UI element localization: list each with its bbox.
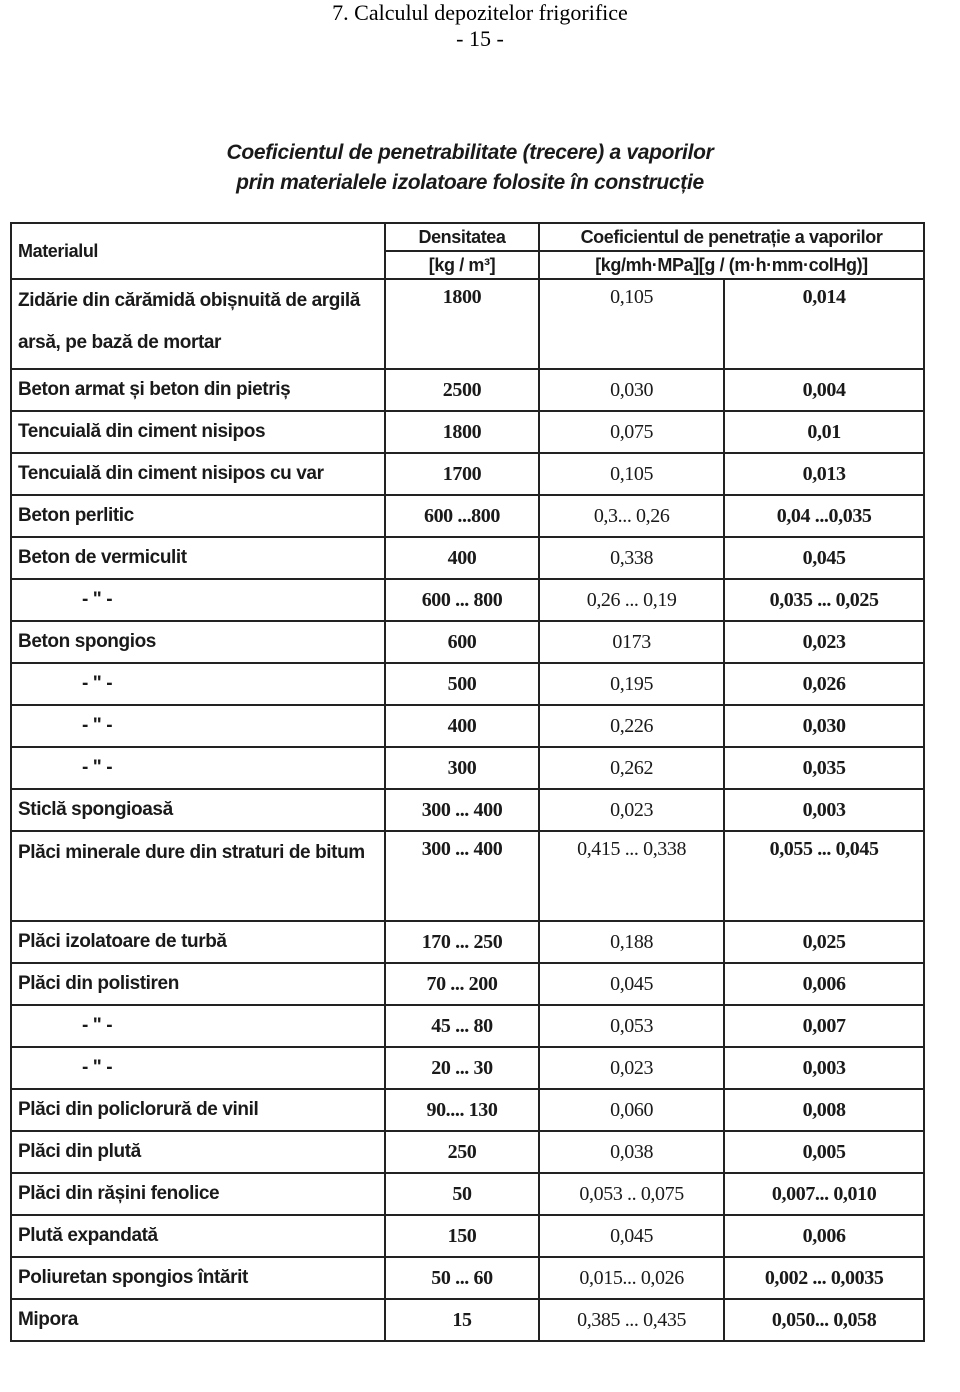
cell-density: 90.... 130 xyxy=(385,1089,539,1131)
cell-coef-kg: 0,226 xyxy=(539,705,724,747)
cell-density: 70 ... 200 xyxy=(385,963,539,1005)
cell-coef-kg: 0,105 xyxy=(539,279,724,369)
cell-coef-kg: 0,045 xyxy=(539,963,724,1005)
table-row xyxy=(11,1047,924,1089)
table-row xyxy=(11,1257,924,1299)
table-row xyxy=(11,579,924,621)
table-row xyxy=(11,1089,924,1131)
table-title xyxy=(170,138,770,198)
cell-material: - " - xyxy=(11,747,385,789)
header-coefficient: Coeficientul de penetrație a vaporilor xyxy=(539,223,924,251)
cell-density: 500 xyxy=(385,663,539,705)
cell-material: Beton de vermiculit xyxy=(11,537,385,579)
cell-coef-kg: 0,053 .. 0,075 xyxy=(539,1173,724,1215)
cell-density: 250 xyxy=(385,1131,539,1173)
cell-material: Plăci din polistiren xyxy=(11,963,385,1005)
cell-material: - " - xyxy=(11,705,385,747)
cell-coef-kg: 0,023 xyxy=(539,789,724,831)
cell-coef-kg: 0,3... 0,26 xyxy=(539,495,724,537)
cell-coef-kg: 0,038 xyxy=(539,1131,724,1173)
cell-coef-g: 0,007... 0,010 xyxy=(724,1173,924,1215)
cell-coef-g: 0,025 xyxy=(724,921,924,963)
cell-coef-g: 0,035 ... 0,025 xyxy=(724,579,924,621)
cell-material: Zidărie din cărămidă obișnuită de argilă arsă, pe bază de mortar xyxy=(11,279,385,369)
cell-density: 600 xyxy=(385,621,539,663)
cell-coef-g: 0,002 ... 0,0035 xyxy=(724,1257,924,1299)
cell-density: 400 xyxy=(385,705,539,747)
chapter-title: 7. Calculul depozitelor frigorifice xyxy=(332,0,628,25)
header-material: Materialul xyxy=(11,223,385,279)
table-row xyxy=(11,1005,924,1047)
cell-material: Beton armat și beton din pietriș xyxy=(11,369,385,411)
cell-coef-g: 0,007 xyxy=(724,1005,924,1047)
cell-coef-kg: 0,415 ... 0,338 xyxy=(539,831,724,921)
cell-coef-g: 0,01 xyxy=(724,411,924,453)
cell-material: - " - xyxy=(11,579,385,621)
table-row xyxy=(11,369,924,411)
cell-coef-kg: 0,26 ... 0,19 xyxy=(539,579,724,621)
cell-coef-kg: 0,075 xyxy=(539,411,724,453)
cell-density: 300 ... 400 xyxy=(385,789,539,831)
table-title-line-1: Coeficientul de penetrabilitate (trecere) a vaporilor xyxy=(226,141,714,164)
cell-density: 300 xyxy=(385,747,539,789)
cell-coef-g: 0,055 ... 0,045 xyxy=(724,831,924,921)
cell-density: 1800 xyxy=(385,279,539,369)
cell-material: Tencuială din ciment nisipos xyxy=(11,411,385,453)
cell-coef-kg: 0,188 xyxy=(539,921,724,963)
cell-coef-kg: 0,030 xyxy=(539,369,724,411)
cell-density: 20 ... 30 xyxy=(385,1047,539,1089)
table-row xyxy=(11,495,924,537)
cell-density: 170 ... 250 xyxy=(385,921,539,963)
cell-coef-g: 0,030 xyxy=(724,705,924,747)
cell-material: - " - xyxy=(11,1047,385,1089)
cell-material: Mipora xyxy=(11,1299,385,1341)
header-density-unit: [kg / m³] xyxy=(385,251,539,279)
cell-density: 300 ... 400 xyxy=(385,831,539,921)
table-row xyxy=(11,705,924,747)
cell-density: 50 ... 60 xyxy=(385,1257,539,1299)
cell-material: Plută expandată xyxy=(11,1215,385,1257)
cell-coef-g: 0,008 xyxy=(724,1089,924,1131)
cell-coef-g: 0,023 xyxy=(724,621,924,663)
cell-coef-kg: 0,060 xyxy=(539,1089,724,1131)
cell-coef-g: 0,006 xyxy=(724,1215,924,1257)
cell-material: Beton spongios xyxy=(11,621,385,663)
table-row xyxy=(11,1131,924,1173)
cell-density: 50 xyxy=(385,1173,539,1215)
vapor-permeability-table xyxy=(10,222,925,1342)
cell-material: Plăci izolatoare de turbă xyxy=(11,921,385,963)
table-row xyxy=(11,747,924,789)
cell-coef-kg: 0,023 xyxy=(539,1047,724,1089)
table-row xyxy=(11,1215,924,1257)
cell-coef-kg: 0,105 xyxy=(539,453,724,495)
table-row xyxy=(11,663,924,705)
table-row xyxy=(11,963,924,1005)
cell-coef-g: 0,050... 0,058 xyxy=(724,1299,924,1341)
table-row xyxy=(11,453,924,495)
cell-coef-g: 0,04 ...0,035 xyxy=(724,495,924,537)
page-header xyxy=(0,0,960,52)
cell-coef-g: 0,026 xyxy=(724,663,924,705)
cell-coef-g: 0,004 xyxy=(724,369,924,411)
table-title-line-2: prin materialele izolatoare folosite în construcție xyxy=(236,171,704,194)
cell-coef-g: 0,003 xyxy=(724,789,924,831)
table-row xyxy=(11,1173,924,1215)
cell-coef-g: 0,006 xyxy=(724,963,924,1005)
header-coefficient-unit: [kg/mh·MPa][g / (m·h·mm·colHg)] xyxy=(539,251,924,279)
table-row xyxy=(11,537,924,579)
cell-coef-kg: 0,195 xyxy=(539,663,724,705)
cell-density: 1800 xyxy=(385,411,539,453)
cell-material: Beton perlitic xyxy=(11,495,385,537)
cell-coef-g: 0,014 xyxy=(724,279,924,369)
table-row xyxy=(11,279,924,369)
cell-coef-kg: 0,385 ... 0,435 xyxy=(539,1299,724,1341)
table-body xyxy=(11,279,924,1341)
table-row xyxy=(11,1299,924,1341)
cell-density: 600 ...800 xyxy=(385,495,539,537)
cell-density: 600 ... 800 xyxy=(385,579,539,621)
table-row xyxy=(11,789,924,831)
table-row xyxy=(11,621,924,663)
page-number: - 15 - xyxy=(456,26,504,51)
cell-material: Sticlă spongioasă xyxy=(11,789,385,831)
cell-density: 150 xyxy=(385,1215,539,1257)
cell-material: Poliuretan spongios întărit xyxy=(11,1257,385,1299)
table-row xyxy=(11,921,924,963)
cell-material: Plăci minerale dure din straturi de bitum xyxy=(11,831,385,921)
cell-coef-g: 0,013 xyxy=(724,453,924,495)
header-density: Densitatea xyxy=(385,223,539,251)
cell-coef-g: 0,035 xyxy=(724,747,924,789)
cell-coef-kg: 0,053 xyxy=(539,1005,724,1047)
cell-density: 1700 xyxy=(385,453,539,495)
cell-density: 45 ... 80 xyxy=(385,1005,539,1047)
cell-material: Plăci din rășini fenolice xyxy=(11,1173,385,1215)
cell-material: - " - xyxy=(11,1005,385,1047)
cell-coef-kg: 0173 xyxy=(539,621,724,663)
cell-coef-g: 0,003 xyxy=(724,1047,924,1089)
cell-material: - " - xyxy=(11,663,385,705)
cell-coef-kg: 0,015... 0,026 xyxy=(539,1257,724,1299)
cell-coef-kg: 0,338 xyxy=(539,537,724,579)
cell-coef-kg: 0,045 xyxy=(539,1215,724,1257)
cell-material: Plăci din plută xyxy=(11,1131,385,1173)
table-row xyxy=(11,411,924,453)
cell-material: Plăci din policlorură de vinil xyxy=(11,1089,385,1131)
cell-density: 2500 xyxy=(385,369,539,411)
cell-density: 400 xyxy=(385,537,539,579)
cell-density: 15 xyxy=(385,1299,539,1341)
table-row xyxy=(11,831,924,921)
cell-coef-g: 0,005 xyxy=(724,1131,924,1173)
cell-coef-g: 0,045 xyxy=(724,537,924,579)
cell-material: Tencuială din ciment nisipos cu var xyxy=(11,453,385,495)
cell-coef-kg: 0,262 xyxy=(539,747,724,789)
